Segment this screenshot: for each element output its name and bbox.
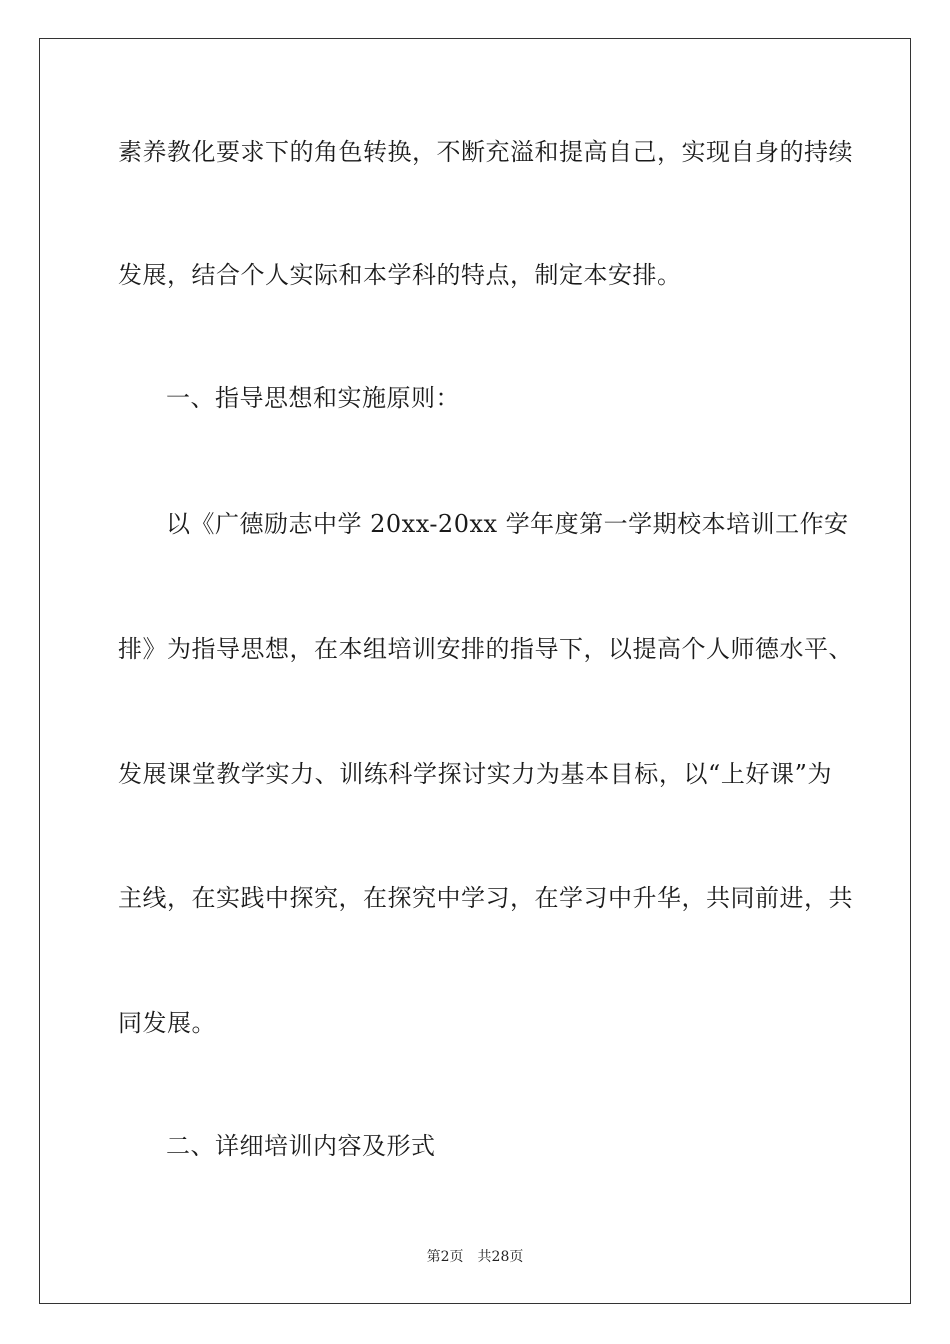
section-heading-2: 二、详细培训内容及形式: [166, 1132, 436, 1160]
section-heading-1: 一、指导思想和实施原则：: [166, 384, 460, 412]
body-line-2: 发展，结合个人实际和本学科的特点，制定本安排。: [118, 261, 682, 289]
body-line-4: 排》为指导思想，在本组培训安排的指导下，以提高个人师德水平、: [118, 635, 853, 663]
page-number: 第2页: [426, 1249, 464, 1265]
body-line-7: 同发展。: [118, 1009, 216, 1037]
page-border: [39, 38, 911, 1304]
body-line-3: 以《广德励志中学 20xx-20xx 学年度第一学期校本培训工作安: [166, 510, 849, 538]
body-line-5: 发展课堂教学实力、训练科学探讨实力为基本目标，以“上好课”为: [118, 760, 832, 788]
page-footer: [0, 1248, 950, 1266]
body-line-1: 素养教化要求下的角色转换，不断充溢和提高自己，实现自身的持续: [118, 138, 853, 166]
body-line-6: 主线，在实践中探究，在探究中学习，在学习中升华，共同前进，共: [118, 884, 853, 912]
page-total: 共28页: [477, 1249, 524, 1265]
